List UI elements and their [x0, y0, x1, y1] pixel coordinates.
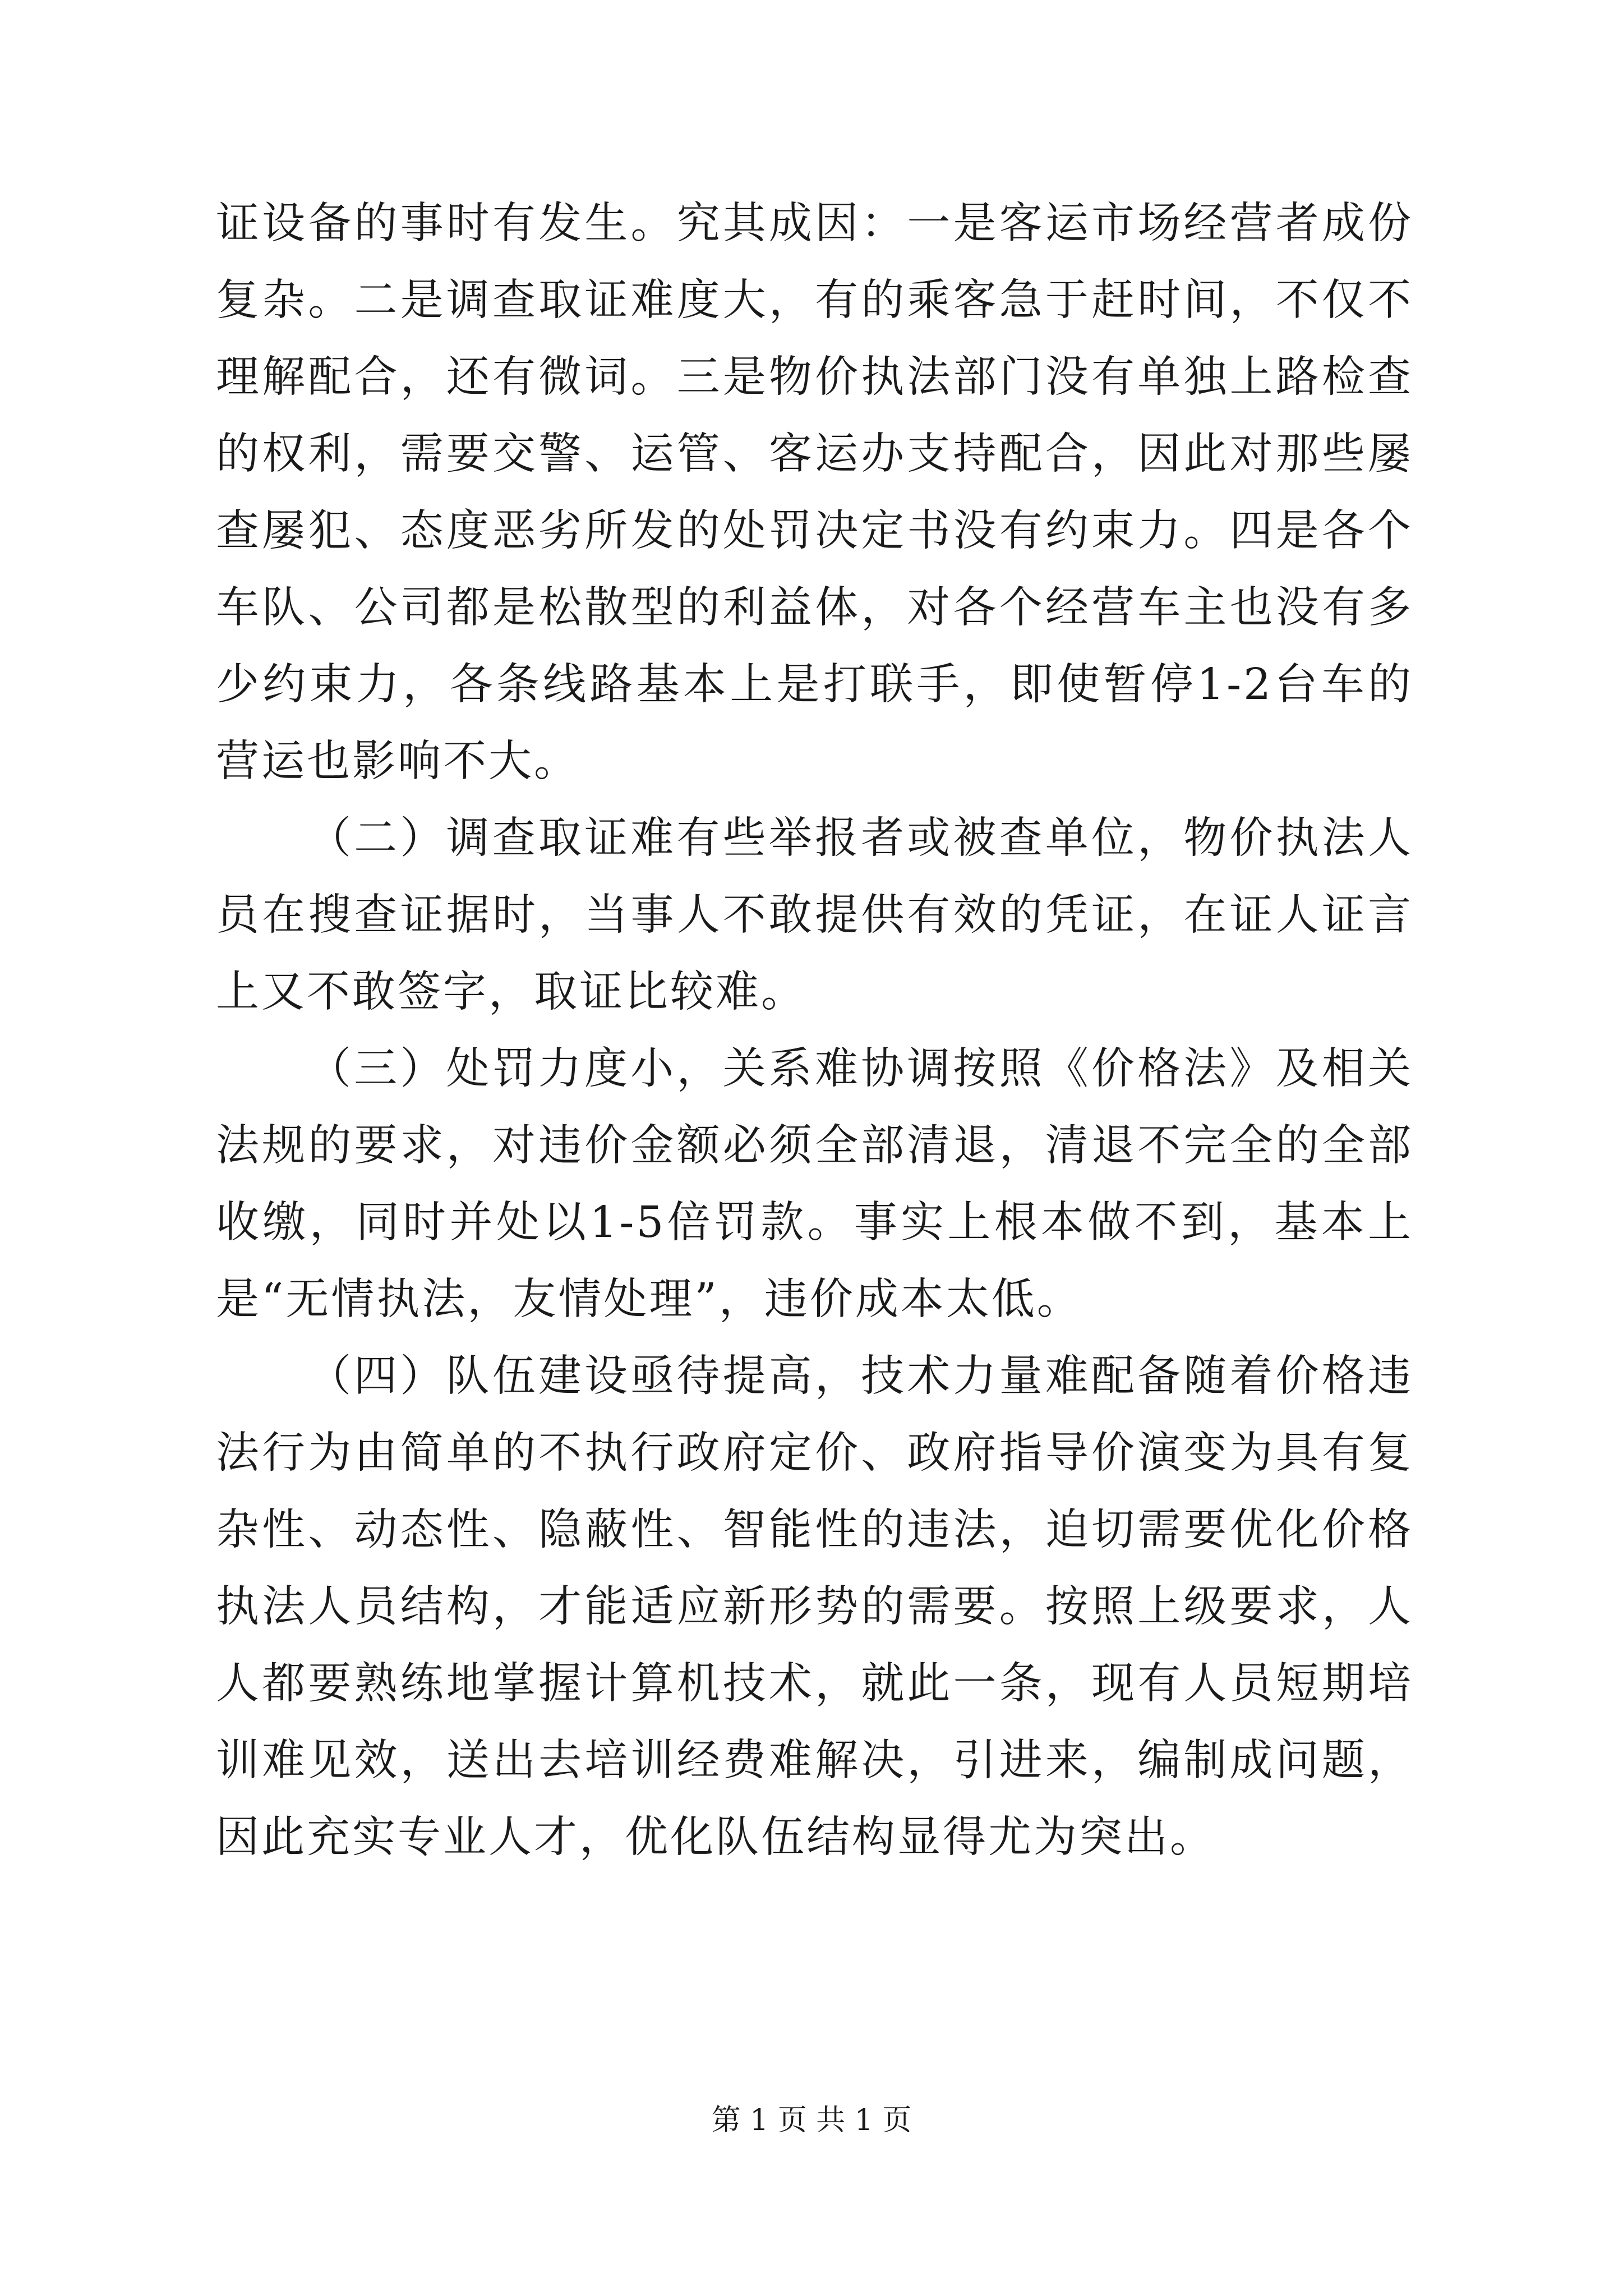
paragraph-section-3: （三）处罚力度小，关系难协调按照《价格法》及相关法规的要求，对违价金额必须全部清退，清退不完全的全部收缴，同时并处以1-5倍罚款。事实上根本做不到，基本上是“无情执法，友情处理”，违价成本太低。 — [216, 1044, 1413, 1324]
paragraph-section-4: （四）队伍建设亟待提高，技术力量难配备随着价格违法行为由简单的不执行政府定价、政府指导价演变为具有复杂性、动态性、隐蔽性、智能性的违法，迫切需要优化价格执法人员结构，才能适应新形势的需要。按照上级要求，人人都要熟练地掌握计算机技术，就此一条，现有人员短期培训难见效，送出去培训经费难解决，引进来，编制成问题，因此充实专业人才，优化队伍结构显得尤为突出。 — [216, 1351, 1413, 1862]
paragraph-section-2: （二）调查取证难有些举报者或被查单位，物价执法人员在搜查证据时，当事人不敢提供有效的凭证，在证人证言上又不敢签字，取证比较难。 — [216, 813, 1413, 1017]
paragraph-continuation: 证设备的事时有发生。究其成因：一是客运市场经营者成份复杂。二是调查取证难度大，有的乘客急于赶时间，不仅不理解配合，还有微词。三是物价执法部门没有单独上路检查的权利，需要交警、运管、客运办支持配合，因此对那些屡查屡犯、态度恶劣所发的处罚决定书没有约束力。四是各个车队、公司都是松散型的利益体，对各个经营车主也没有多少约束力，各条线路基本上是打联手，即使暂停1-2台车的营运也影响不大。 — [216, 199, 1413, 786]
page-footer: 第 1 页 共 1 页 — [711, 2104, 912, 2137]
document-body — [216, 185, 1413, 1876]
